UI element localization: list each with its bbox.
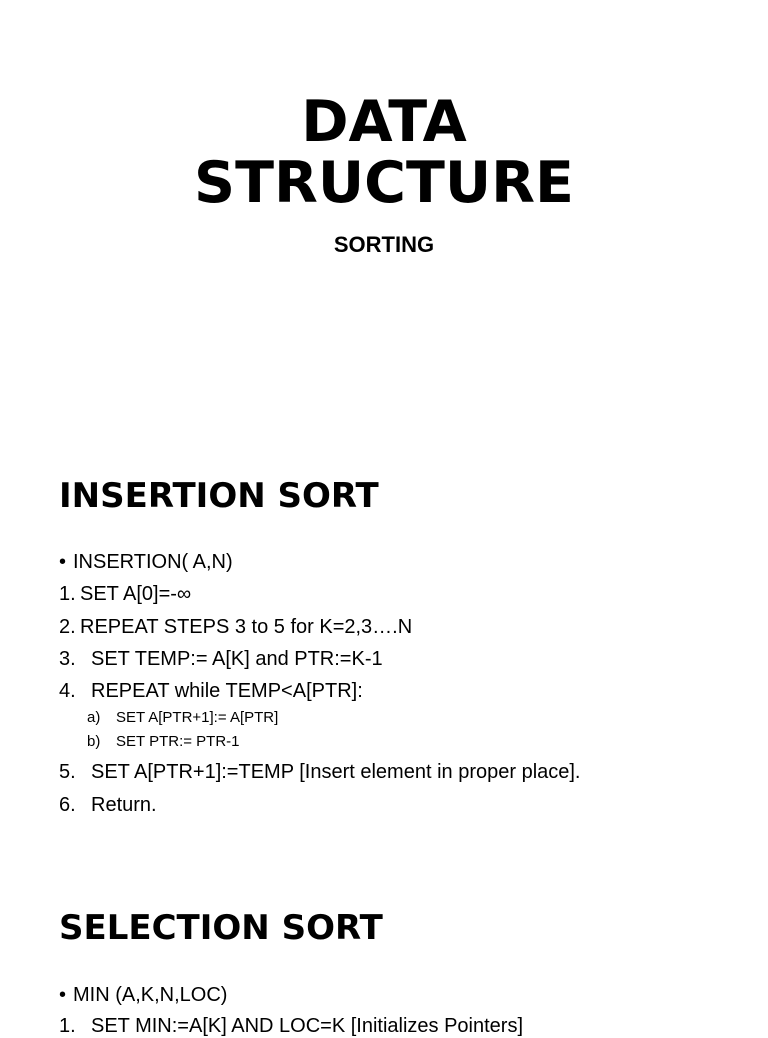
- title-slide: [0, 0, 768, 432]
- list-item: [59, 550, 233, 574]
- list-item: [59, 582, 191, 606]
- list-text: SET A[PTR+1]:= A[PTR]: [116, 709, 279, 726]
- list-text: SET A[0]=-∞: [80, 583, 192, 605]
- list-item: [59, 679, 363, 703]
- list-marker: 1.: [59, 583, 76, 605]
- list-text: SET TEMP:= A[K] and PTR:=K-1: [91, 648, 383, 670]
- list-text: Return.: [91, 794, 157, 816]
- title-line-1: DATA: [301, 89, 467, 155]
- list-marker: 3.: [59, 648, 76, 670]
- list-item: [59, 760, 581, 784]
- list-item: [87, 733, 240, 751]
- insertion-sort-title: INSERTION SORT: [59, 476, 379, 516]
- list-marker: b): [87, 733, 101, 750]
- slide-subtitle: SORTING: [333, 232, 435, 257]
- list-item: [87, 709, 278, 727]
- list-item: [59, 793, 157, 817]
- insertion-sort-slide: [0, 432, 768, 864]
- list-item: [59, 647, 383, 671]
- list-text: SET MIN:=A[K] AND LOC=K [Initializes Pointers]: [91, 1015, 524, 1037]
- title-line-2: STRUCTURE: [194, 150, 574, 216]
- list-marker: 2.: [59, 616, 76, 638]
- list-item: [59, 983, 227, 1007]
- list-marker: •: [59, 551, 67, 573]
- list-text: SET PTR:= PTR-1: [116, 733, 240, 750]
- list-marker: 1.: [59, 1015, 76, 1037]
- list-marker: 5.: [59, 761, 76, 783]
- list-marker: a): [87, 709, 101, 726]
- list-text: REPEAT STEPS 3 to 5 for K=2,3….N: [80, 616, 413, 638]
- list-text: MIN (A,K,N,LOC): [73, 984, 228, 1006]
- list-item: [59, 615, 412, 639]
- list-marker: 6.: [59, 794, 76, 816]
- slide-title: [0, 89, 768, 216]
- selection-sort-title: SELECTION SORT: [59, 908, 383, 948]
- list-marker: •: [59, 984, 67, 1006]
- list-marker: 4.: [59, 680, 76, 702]
- list-text: INSERTION( A,N): [73, 551, 233, 573]
- list-text: REPEAT while TEMP<A[PTR]:: [91, 680, 363, 702]
- list-text: SET A[PTR+1]:=TEMP [Insert element in proper place].: [91, 761, 581, 783]
- selection-sort-slide: [0, 864, 768, 1037]
- list-item: [59, 1014, 523, 1038]
